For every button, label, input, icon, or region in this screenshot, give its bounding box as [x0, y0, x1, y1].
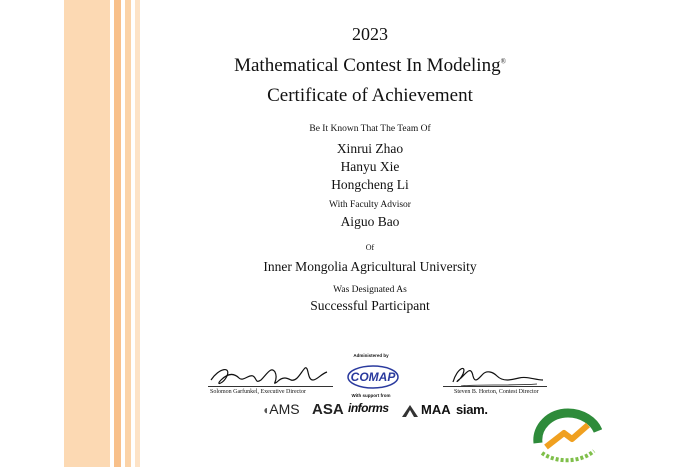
signature-line: [208, 386, 333, 387]
stripe-wide: [64, 0, 110, 467]
executive-director-caption: Solomon Garfunkel, Executive Director: [210, 389, 306, 395]
advisor-name: Aiguo Bao: [340, 214, 400, 229]
maa-emblem-icon: [401, 403, 419, 419]
of-label: Of: [365, 243, 375, 252]
certificate-title: Certificate of Achievement: [267, 85, 473, 106]
with-support-label: With support from: [351, 393, 391, 398]
known-line: Be It Known That The Team Of: [309, 124, 431, 134]
signature-line: [443, 386, 547, 387]
certificate-year: 2023: [352, 24, 388, 44]
informs-logo: informs: [348, 401, 389, 415]
designated-line: Was Designated As: [333, 285, 407, 295]
comap-logo-text: COMAP: [350, 370, 396, 384]
university-name: Inner Mongolia Agricultural University: [263, 259, 477, 274]
stripe: [135, 0, 140, 467]
ams-mark-icon: ◖: [262, 403, 270, 417]
registered-mark: ®: [500, 57, 506, 66]
asa-logo: ASA: [312, 401, 344, 418]
team-member: Hongcheng Li: [331, 177, 409, 192]
maa-logo: MAA: [421, 402, 451, 417]
contest-name: [150, 55, 590, 77]
stripe: [114, 0, 121, 467]
decorative-stripe-band: [64, 0, 142, 467]
university-watermark-logo: [532, 407, 602, 465]
advisor-label: With Faculty Advisor: [329, 200, 411, 210]
team-member: Xinrui Zhao: [336, 141, 404, 156]
ams-logo-text: AMS: [269, 401, 300, 417]
contest-name-text: Mathematical Contest In Modeling: [234, 55, 501, 76]
ams-logo: [262, 401, 300, 417]
designation: Successful Participant: [310, 298, 430, 313]
comap-logo: [346, 362, 400, 390]
administered-by-label: Administered by: [353, 353, 389, 358]
siam-logo: siam.: [456, 402, 488, 417]
contest-director-caption: Steven B. Horton, Contest Director: [454, 389, 539, 395]
team-member: Hanyu Xie: [340, 159, 400, 174]
